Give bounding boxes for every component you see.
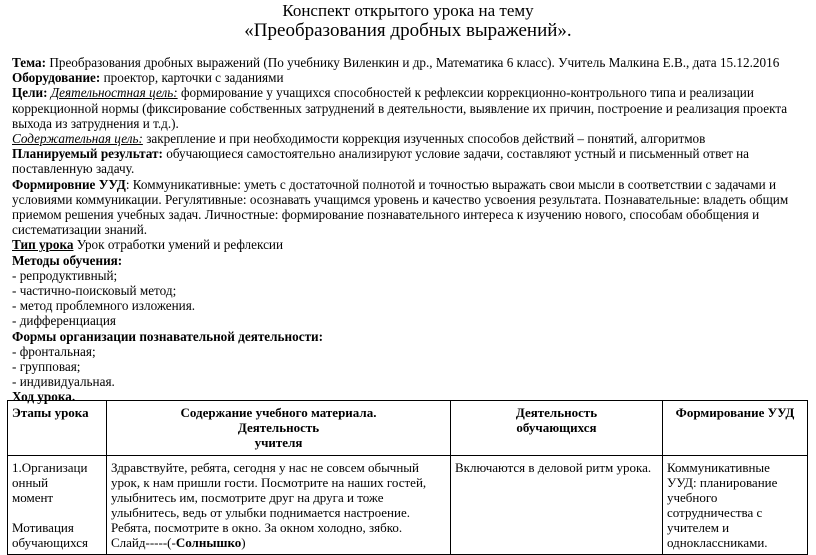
equipment-text: проектор, карточки с заданиями <box>100 70 284 86</box>
uud-text: : Коммуникативные: уметь с достаточной полнотой и точностью выражать свои мысли в соответствии с задачами и условиями коммуникации. Регулятивные: осознавать учащимся уровень и качество усвоения результата. Познавательные: владеть общим приемом решения учебных задач. Личностные: формирование познавательного интереса к изучению нового, способам обобщения и систематизации знаний. <box>12 176 789 238</box>
header-students-line: обучающихся <box>516 420 597 435</box>
uud-line: учебного <box>667 490 718 505</box>
table-row <box>8 456 808 555</box>
slide-title: Солнышко <box>175 535 242 550</box>
header-stages-text: Этапы урока <box>12 405 89 420</box>
uud-line: одноклассниками. <box>667 535 768 550</box>
lesson-title-line2: «Преобразования дробных выражений». <box>244 20 572 41</box>
lesson-course-heading: Ход урока. <box>12 389 76 405</box>
equipment-paragraph <box>12 70 802 85</box>
method-item: - дифференциация <box>12 313 116 329</box>
content-goal-paragraph <box>12 131 802 146</box>
header-uud <box>663 401 808 456</box>
stage-line: Мотивация <box>12 520 74 535</box>
type-paragraph <box>12 237 802 252</box>
form-item: - фронтальная; <box>12 343 96 359</box>
header-teacher-line: Содержание учебного материала. <box>180 405 377 420</box>
teacher-cell <box>107 456 451 555</box>
topic-text: Преобразования дробных выражений (По учебнику Виленкин и др., Математика 6 класс). Учитель Малкина Е.В., дата 15.12.2016 <box>46 55 780 70</box>
header-students-line: Деятельность <box>515 405 598 420</box>
teacher-text-2: Ребята, посмотрите в окно. За окном холодно, зябко. <box>111 520 403 535</box>
method-item: - частично-поисковый метод; <box>12 283 177 299</box>
result-paragraph <box>12 146 802 176</box>
result-text: обучающиеся самостоятельно анализируют условие задачи, составляют устный и письменный ответ на поставленную задачу. <box>12 146 750 177</box>
lesson-info <box>12 55 802 405</box>
header-teacher <box>107 401 451 456</box>
table-header-row <box>8 401 808 456</box>
uud-line: учителем и <box>667 520 730 535</box>
form-item: - групповая; <box>12 359 81 375</box>
header-teacher-line: учителя <box>254 435 303 450</box>
method-item: - метод проблемного изложения. <box>12 298 196 314</box>
activity-goal-text: формирование у учащихся способностей к рефлексии коррекционно-контрольного типа и реализации коррекционной нормы (фиксирование собственных затруднений в деятельности, выявление их причин, построение и реализация проекта выхода из затруднения и т.д.). <box>12 85 788 131</box>
header-stages <box>8 401 107 456</box>
goals-paragraph <box>12 85 802 131</box>
equipment-label: Оборудование: <box>12 70 101 86</box>
result-label: Планируемый результат: <box>12 146 163 162</box>
content-goal-label: Содержательная цель: <box>12 131 143 147</box>
stage-line: 1.Организаци <box>12 460 88 475</box>
uud-line: Коммуникативные <box>667 460 770 475</box>
uud-label: Формировние УУД <box>12 176 126 192</box>
lesson-title-line1: Конспект открытого урока на тему <box>282 1 534 20</box>
goals-label: Цели: <box>12 85 48 101</box>
slide-suffix: ) <box>241 535 246 550</box>
uud-paragraph <box>12 177 802 238</box>
content-goal-text: закрепление и при необходимости коррекция изученных способов действий – понятий, алгоритмов <box>142 131 706 147</box>
type-label: Тип урока <box>12 237 74 253</box>
stage-line: момент <box>12 490 54 505</box>
students-text: Включаются в деловой ритм урока. <box>455 460 652 475</box>
students-cell <box>451 456 663 555</box>
header-uud-text: Формирование УУД <box>675 405 795 420</box>
header-teacher-line: Деятельность <box>237 420 320 435</box>
activity-goal-label: Деятельностная цель: <box>50 85 178 101</box>
forms-label: Формы организации познавательной деятельности: <box>12 328 324 344</box>
form-item: - индивидуальная. <box>12 374 115 390</box>
methods-label: Методы обучения: <box>12 252 123 268</box>
stage-line: обучающихся <box>12 535 88 550</box>
type-text: Урок отработки умений и рефлексии <box>73 237 284 253</box>
method-item: - репродуктивный; <box>12 267 118 283</box>
teacher-text: Здравствуйте, ребята, сегодня у нас не совсем обычный урок, к нам пришли гости. Посмотрите на наших гостей, улыбнитесь им, посмотрите друг на друга и тоже улыбнитесь, ведь от улыбки поднимается настроение. <box>111 460 427 520</box>
slide-prefix: Слайд-----(- <box>111 535 176 550</box>
lesson-plan-table <box>7 400 808 555</box>
uud-line: сотрудничества с <box>667 505 763 520</box>
stage-cell <box>8 456 107 555</box>
stage-line: онный <box>12 475 49 490</box>
topic-paragraph <box>12 55 802 70</box>
uud-cell <box>663 456 808 555</box>
topic-label: Тема: <box>12 55 47 70</box>
uud-line: УУД: планирование <box>667 475 778 490</box>
header-students <box>451 401 663 456</box>
